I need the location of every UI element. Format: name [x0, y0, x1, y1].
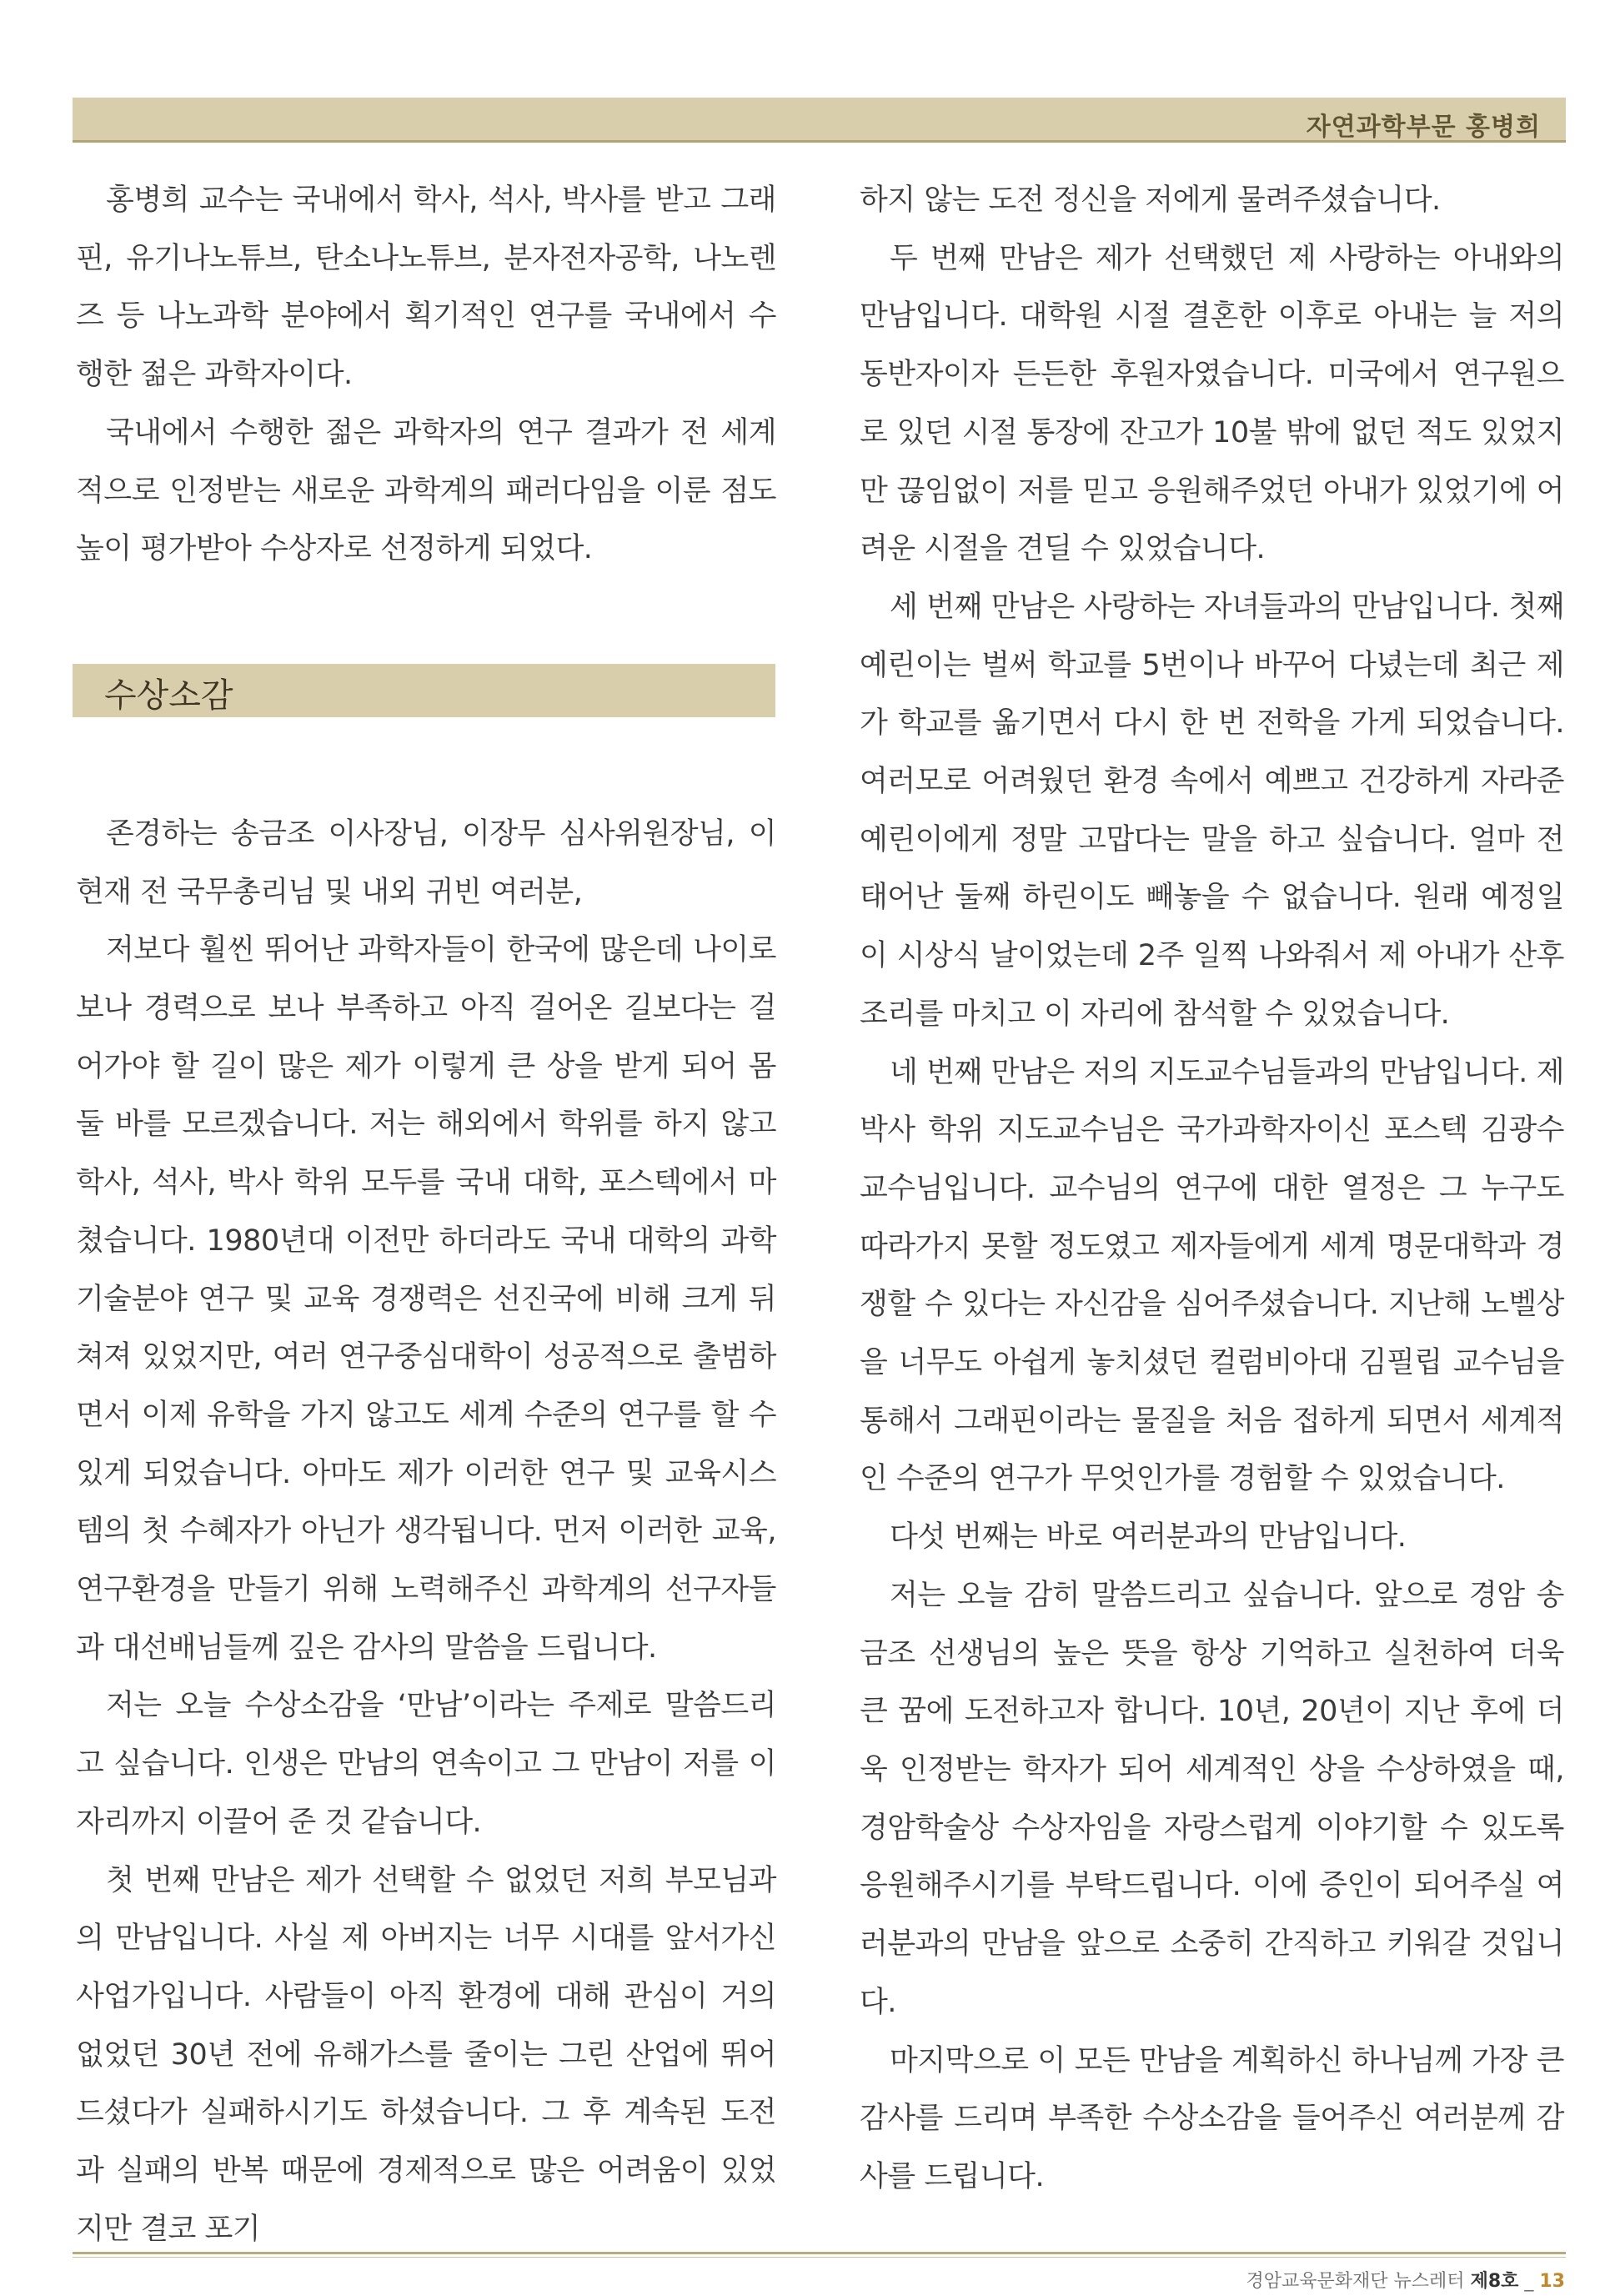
speech-paragraph: 다섯 번째는 바로 여러분과의 만남입니다.	[890, 1520, 1407, 1555]
page-number: 13	[1539, 2271, 1565, 2292]
speech-paragraph: 하지 않는 도전 정신을 저에게 물려주셨습니다.	[860, 183, 1441, 217]
section-heading-bar	[73, 664, 775, 717]
footer-publication: 경암교육문화재단 뉴스레터	[1246, 2271, 1465, 2292]
speech-paragraph: 저보다 훨씬 뛰어난 과학자들이 한국에 많은데 나이로 보나 경력으로 보나 부족하고 아직 걸어온 길보다는 걸어가야 할 길이 많은 제가 이렇게 큰 상을 받게 되어 몸 둘 바를 모르겠습니다. 저는 해외에서 학위를 하지 않고 학사, 석사, 박사 학위 모두를 국내 대학, 포스텍에서 마쳤습니다. 1980년대 이전만 하더라도 국내 대학의 과학기술분야 연구 및 교육 경쟁력은 선진국에 비해 크게 뒤쳐져 있었지만, 여러 연구중심대학이 성공적으로 출범하면서 이제 유학을 가지 않고도 세계 수준의 연구를 할 수 있게 되었습니다. 아마도 제가 이러한 연구 및 교육시스템의 첫 수혜자가 아닌가 생각됩니다. 먼저 이러한 교육, 연구환경을 만들기 위해 노력해주신 과학계의 선구자들과 대선배님들께 깊은 감사의 말씀을 드립니다.	[76, 933, 776, 1665]
footer-issue: 제8호	[1470, 2271, 1519, 2292]
right-column	[860, 172, 1564, 2207]
speech-paragraph: 존경하는 송금조 이사장님, 이장무 심사위원장님, 이현재 전 국무총리님 및 내외 귀빈 여러분,	[76, 816, 776, 909]
speech-paragraph: 마지막으로 이 모든 만남을 계획하신 하나님께 가장 큰 감사를 드리며 부족한 수상소감을 들어주신 여러분께 감사를 드립니다.	[860, 2043, 1564, 2193]
speech-paragraph: 세 번째 만남은 사랑하는 자녀들과의 만남입니다. 첫째 예린이는 벌써 학교를 5번이나 바꾸어 다녔는데 최근 제가 학교를 옮기면서 다시 한 번 전학을 가게 되었습니다. 여러모로 어려웠던 환경 속에서 예쁘고 건강하게 자라준 예린이에게 정말 고맙다는 말을 하고 싶습니다. 얼마 전 태어난 둘째 하린이도 빼놓을 수 없습니다. 원래 예정일이 시상식 날이었는데 2주 일찍 나와줘서 제 아내가 산후조리를 마치고 이 자리에 참석할 수 있었습니다.	[860, 590, 1564, 1031]
speech-paragraph: 저는 오늘 수상소감을 ‘만남’이라는 주제로 말씀드리고 싶습니다. 인생은 만남의 연속이고 그 만남이 저를 이 자리까지 이끌어 준 것 같습니다.	[76, 1689, 776, 1839]
footer	[1246, 2267, 1565, 2293]
header-bar	[73, 98, 1566, 143]
left-column	[76, 172, 776, 2259]
footer-separator: _	[1524, 2271, 1534, 2292]
header-title: 자연과학부문 홍병희	[1306, 113, 1541, 142]
intro-paragraph: 국내에서 수행한 젊은 과학자의 연구 결과가 전 세계적으로 인정받는 새로운 과학계의 패러다임을 이룬 점도 높이 평가받아 수상자로 선정하게 되었다.	[76, 415, 776, 566]
footer-divider-thin	[73, 2257, 1566, 2258]
speech-paragraph: 네 번째 만남은 저의 지도교수님들과의 만남입니다. 제 박사 학위 지도교수님은 국가과학자이신 포스텍 김광수 교수님입니다. 교수님의 연구에 대한 열정은 그 누구도 따라가지 못할 정도였고 제자들에게 세계 명문대학과 경쟁할 수 있다는 자신감을 심어주셨습니다. 지난해 노벨상을 너무도 아쉽게 놓치셨던 컬럼비아대 김필립 교수님을 통해서 그래핀이라는 물질을 처음 접하게 되면서 세계적인 수준의 연구가 무엇인가를 경험할 수 있었습니다.	[860, 1055, 1564, 1496]
speech-paragraph: 저는 오늘 감히 말씀드리고 싶습니다. 앞으로 경암 송금조 선생님의 높은 뜻을 항상 기억하고 실천하여 더욱 큰 꿈에 도전하고자 합니다. 10년, 20년이 지난 후에 더욱 인정받는 학자가 되어 세계적인 상을 수상하였을 때, 경암학술상 수상자임을 자랑스럽게 이야기할 수 있도록 응원해주시기를 부탁드립니다. 이에 증인이 되어주실 여러분과의 만남을 앞으로 소중히 간직하고 키워갈 것입니다.	[860, 1578, 1564, 2019]
footer-divider	[73, 2252, 1566, 2254]
speech-paragraph: 첫 번째 만남은 제가 선택할 수 없었던 저희 부모님과의 만남입니다. 사실 제 아버지는 너무 시대를 앞서가신 사업가입니다. 사람들이 아직 환경에 대해 관심이 거의 없었던 30년 전에 유해가스를 줄이는 그린 산업에 뛰어드셨다가 실패하시기도 하셨습니다. 그 후 계속된 도전과 실패의 반복 때문에 경제적으로 많은 어려움이 있었지만 결코 포기	[76, 1863, 776, 2246]
speech-paragraph: 두 번째 만남은 제가 선택했던 제 사랑하는 아내와의 만남입니다. 대학원 시절 결혼한 이후로 아내는 늘 저의 동반자이자 든든한 후원자였습니다. 미국에서 연구원으로 있던 시절 통장에 잔고가 10불 밖에 없던 적도 있었지만 끊임없이 저를 믿고 응원해주었던 아내가 있었기에 어려운 시절을 견딜 수 있었습니다.	[860, 241, 1564, 566]
section-title: 수상소감	[104, 676, 233, 715]
intro-paragraph: 홍병희 교수는 국내에서 학사, 석사, 박사를 받고 그래핀, 유기나노튜브, 탄소나노튜브, 분자전자공학, 나노렌즈 등 나노과학 분야에서 획기적인 연구를 국내에서 수행한 젊은 과학자이다.	[76, 183, 776, 392]
